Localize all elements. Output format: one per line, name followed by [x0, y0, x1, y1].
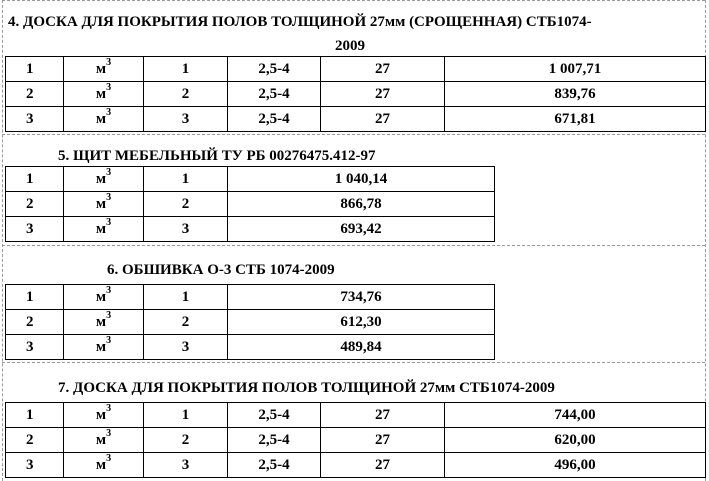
unit-cell: $м^3$: [64, 285, 144, 310]
section-4-title: 4. ДОСКА ДЛЯ ПОКРЫТИЯ ПОЛОВ ТОЛЩИНОЙ 27мм (СРОЩЕННАЯ) СТБ1074-: [8, 14, 592, 30]
unit-cell: $м^3$: [64, 192, 144, 217]
row-number: 1: [6, 403, 64, 428]
price-cell: 839,76: [445, 82, 706, 107]
unit-cell: $м^3$: [64, 335, 144, 360]
price-cell: 1 040,14: [228, 167, 495, 192]
section-divider: [2, 362, 705, 363]
row-number: 3: [6, 335, 64, 360]
row-number: 3: [6, 453, 64, 478]
section-6-table: [5, 284, 495, 360]
top-guide: [2, 0, 705, 1]
grade-cell: 1: [144, 285, 228, 310]
unit-cell: $м^3$: [64, 403, 144, 428]
unit-cell: $м^3$: [64, 310, 144, 335]
grade-cell: 3: [144, 107, 228, 132]
table-row: [6, 82, 706, 107]
price-cell: 693,42: [228, 217, 495, 242]
table-row: [6, 335, 495, 360]
section-5-title: 5. ЩИТ МЕБЕЛЬНЫЙ ТУ РБ 00276475.412-97: [58, 148, 376, 164]
row-number: 1: [6, 285, 64, 310]
grade-cell: 1: [144, 167, 228, 192]
table-row: [6, 57, 706, 82]
grade-cell: 3: [144, 453, 228, 478]
section-5-table: [5, 166, 495, 242]
row-number: 3: [6, 107, 64, 132]
table-row: [6, 428, 706, 453]
price-cell: 620,00: [445, 428, 706, 453]
row-number: 2: [6, 310, 64, 335]
left-guide: [2, 0, 3, 481]
section-4-table: [5, 56, 706, 132]
length-cell: 2,5-4: [228, 428, 321, 453]
grade-cell: 1: [144, 403, 228, 428]
grade-cell: 2: [144, 310, 228, 335]
grade-cell: 2: [144, 428, 228, 453]
price-cell: 734,76: [228, 285, 495, 310]
price-cell: 744,00: [445, 403, 706, 428]
price-cell: 671,81: [445, 107, 706, 132]
grade-cell: 1: [144, 57, 228, 82]
grade-cell: 2: [144, 82, 228, 107]
price-cell: 612,30: [228, 310, 495, 335]
row-number: 1: [6, 57, 64, 82]
section-7-title: 7. ДОСКА ДЛЯ ПОКРЫТИЯ ПОЛОВ ТОЛЩИНОЙ 27мм СТБ1074-2009: [58, 380, 555, 396]
thickness-cell: 27: [321, 57, 445, 82]
table-row: [6, 107, 706, 132]
price-cell: 866,78: [228, 192, 495, 217]
length-cell: 2,5-4: [228, 57, 321, 82]
length-cell: 2,5-4: [228, 82, 321, 107]
table-row: [6, 217, 495, 242]
section-4-title-cont: 2009: [335, 38, 365, 54]
row-number: 2: [6, 82, 64, 107]
unit-cell: $м^3$: [64, 167, 144, 192]
section-divider: [2, 245, 705, 246]
unit-cell: $м^3$: [64, 217, 144, 242]
unit-cell: $м^3$: [64, 107, 144, 132]
row-number: 2: [6, 192, 64, 217]
section-divider: [2, 134, 705, 135]
length-cell: 2,5-4: [228, 107, 321, 132]
table-row: [6, 453, 706, 478]
thickness-cell: 27: [321, 107, 445, 132]
grade-cell: 3: [144, 335, 228, 360]
section-6-title: 6. ОБШИВКА О-3 СТБ 1074-2009: [107, 262, 335, 278]
row-number: 2: [6, 428, 64, 453]
thickness-cell: 27: [321, 453, 445, 478]
thickness-cell: 27: [321, 82, 445, 107]
price-cell: 496,00: [445, 453, 706, 478]
grade-cell: 2: [144, 192, 228, 217]
unit-cell: $м^3$: [64, 453, 144, 478]
table-row: [6, 310, 495, 335]
length-cell: 2,5-4: [228, 403, 321, 428]
thickness-cell: 27: [321, 403, 445, 428]
table-row: [6, 403, 706, 428]
table-row: [6, 167, 495, 192]
section-7-table: [5, 402, 706, 478]
table-row: [6, 285, 495, 310]
grade-cell: 3: [144, 217, 228, 242]
length-cell: 2,5-4: [228, 453, 321, 478]
row-number: 3: [6, 217, 64, 242]
price-cell: 489,84: [228, 335, 495, 360]
unit-cell: $м^3$: [64, 57, 144, 82]
unit-cell: $м^3$: [64, 428, 144, 453]
unit-cell: $м^3$: [64, 82, 144, 107]
thickness-cell: 27: [321, 428, 445, 453]
table-row: [6, 192, 495, 217]
price-cell: 1 007,71: [445, 57, 706, 82]
row-number: 1: [6, 167, 64, 192]
